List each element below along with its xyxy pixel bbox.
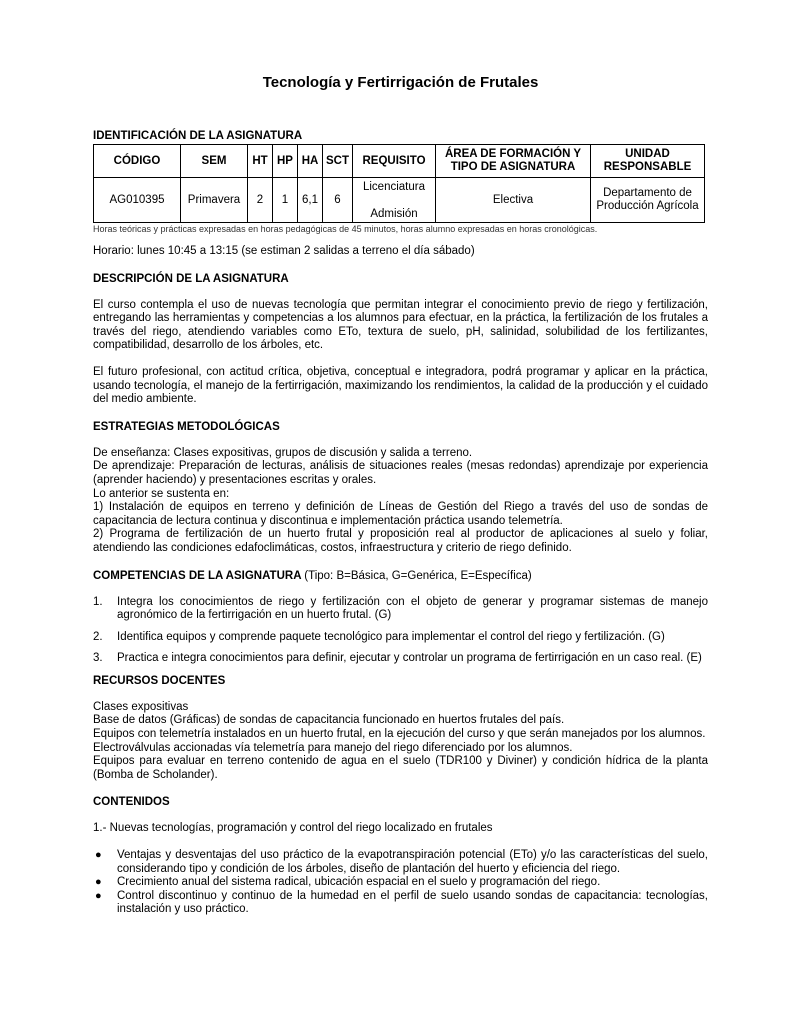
descripcion-paragraph-1: El curso contempla el uso de nuevas tecnología que permitan integrar el conocimiento previo de riego y fertilización, entregando las herramientas y competencias a los alumnos para efectuar, en la práctica, la fertilización de los frutales a través del riego, atendiendo variables como ETo, textura de suelo, pH, salinidad, solubilidad de los fertilizantes, compatibilidad, desarrollo de los árboles, etc. [93,298,708,352]
list-item-text: Integra los conocimientos de riego y fertilización con el objeto de generar y programar sistemas de manejo agronómico de la fertirrigación en un huerto frutal. (G) [117,595,708,622]
header-hp: HP [273,145,298,178]
list-item-number: 3. [93,652,103,665]
bullet-icon: ● [95,876,102,889]
recursos-line: Equipos para evaluar en terreno contenido de agua en el suelo (TDR100 y Diviner) y condición hídrica de la planta (Bomba de Scholander). [93,755,708,781]
recursos-section [93,674,708,783]
list-item [93,849,708,876]
competencias-heading-line [93,569,708,583]
competencias-heading: COMPETENCIAS DE LA ASIGNATURA [93,569,302,582]
contenidos-bullet-list [93,849,708,917]
header-area: ÁREA DE FORMACIÓN Y TIPO DE ASIGNATURA [436,145,591,178]
cell-hp: 1 [273,178,298,223]
competencias-section [93,569,708,666]
header-unidad: UNIDAD RESPONSABLE [591,145,705,178]
bullet-icon: ● [95,849,102,862]
estrategias-heading: ESTRATEGIAS METODOLÓGICAS [93,420,280,433]
horario-text: Horario: lunes 10:45 a 13:15 (se estiman 2 salidas a terreno el día sábado) [93,245,475,257]
list-item-text: Crecimiento anual del sistema radical, ubicación espacial en el suelo y programación del riego. [117,876,601,889]
estrategias-line: De aprendizaje: Preparación de lecturas, análisis de situaciones reales (mesas redondas) aprendizaje por experiencia (aprender haciendo) y presentaciones escritas y orales. [93,460,708,486]
list-item-text: Ventajas y desventajas del uso práctico de la evapotranspiración potencial (ETo) y/o las características del suelo, considerando tipo y condición de los árboles, diseño de plantación del huerto y eficiencia del riego. [117,849,708,875]
list-item-text: Identifica equipos y comprende paquete tecnológico para implementar el control del riego y fertilización. (G) [117,630,665,643]
descripcion-paragraph-2: El futuro profesional, con actitud crítica, objetiva, conceptual e integradora, podrá programar y aplicar en la práctica, usando tecnología, el manejo de la fertirrigación, maximizando los rendimientos, la calidad de la producción y el cuidado del medio ambiente. [93,365,708,406]
competencias-heading-note: (Tipo: B=Básica, G=Genérica, E=Específica) [304,569,532,582]
cell-codigo: AG010395 [94,178,181,223]
table-row [94,178,705,223]
estrategias-line: 2) Programa de fertilización de un huerto frutal y proposición real al productor de aplicaciones al suelo y foliar, atendiendo las condiciones edafoclimáticas, costos, infraestructura y criterio de riego definido. [93,528,708,554]
estrategias-line: Lo anterior se sustenta en: [93,487,230,500]
identificacion-table [93,144,705,223]
list-item-number: 2. [93,630,103,643]
recursos-line: Base de datos (Gráficas) de sondas de capacitancia funcionado en huertos frutales del país. [93,714,565,727]
identificacion-heading: IDENTIFICACIÓN DE LA ASIGNATURA [93,130,303,142]
table-header-row [94,145,705,178]
header-ha: HA [298,145,323,178]
cell-ha: 6,1 [298,178,323,223]
recursos-line: Equipos con telemetría instalados en un huerto frutal, en la ejecución del curso y que serán manejados por los alumnos. [93,728,706,741]
list-item-number: 1. [93,595,103,608]
header-ht: HT [248,145,273,178]
list-item-text: Control discontinuo y continuo de la humedad en el perfil de suelo usando sondas de capacitancia: tecnologías, instalación y uso práctico. [117,889,708,916]
recursos-line: Clases expositivas [93,700,189,713]
header-codigo: CÓDIGO [94,145,181,178]
descripcion-section [93,272,708,407]
list-item [93,652,708,666]
list-item [93,890,708,917]
list-item [93,876,708,890]
estrategias-line: 1) Instalación de equipos en terreno y definición de Líneas de Gestión del Riego a través del uso de sondas de capacitancia de lectura continua y discontinua e implementación práctica usando telemetría. [93,501,708,527]
identificacion-section [93,129,708,235]
contenidos-section [93,795,708,917]
list-item-text: Practica e integra conocimientos para definir, ejecutar y controlar un programa de fertirrigación en un caso real. (E) [117,652,702,665]
descripcion-heading: DESCRIPCIÓN DE LA ASIGNATURA [93,272,289,285]
hours-note: Horas teóricas y prácticas expresadas en horas pedagógicas de 45 minutos, horas alumno expresadas en horas cronológicas. [93,224,598,234]
estrategias-section [93,420,708,556]
cell-requisito [353,178,436,223]
contenidos-heading: CONTENIDOS [93,796,170,809]
requisito-line-2: Admisión [370,208,418,220]
cell-sct: 6 [323,178,353,223]
document-title: Tecnología y Fertirrigación de Frutales [262,74,539,91]
recursos-line: Electroválvulas accionadas vía telemetría para manejo del riego diferenciado por los alumnos. [93,741,573,754]
list-item [93,596,708,623]
cell-ht: 2 [248,178,273,223]
header-requisito: REQUISITO [353,145,436,178]
header-sem: SEM [181,145,248,178]
list-item [93,631,708,645]
bullet-icon: ● [95,889,102,902]
estrategias-line: De enseñanza: Clases expositivas, grupos de discusión y salida a terreno. [93,446,473,459]
header-sct: SCT [323,145,353,178]
cell-unidad: Departamento de Producción Agrícola [591,178,705,223]
competencias-list [93,596,708,666]
cell-area: Electiva [436,178,591,223]
requisito-line-1: Licenciatura [362,181,425,193]
recursos-heading: RECURSOS DOCENTES [93,674,226,687]
cell-sem: Primavera [181,178,248,223]
document-page [93,74,708,917]
contenidos-subheading: 1.- Nuevas tecnologías, programación y control del riego localizado en frutales [93,822,493,835]
